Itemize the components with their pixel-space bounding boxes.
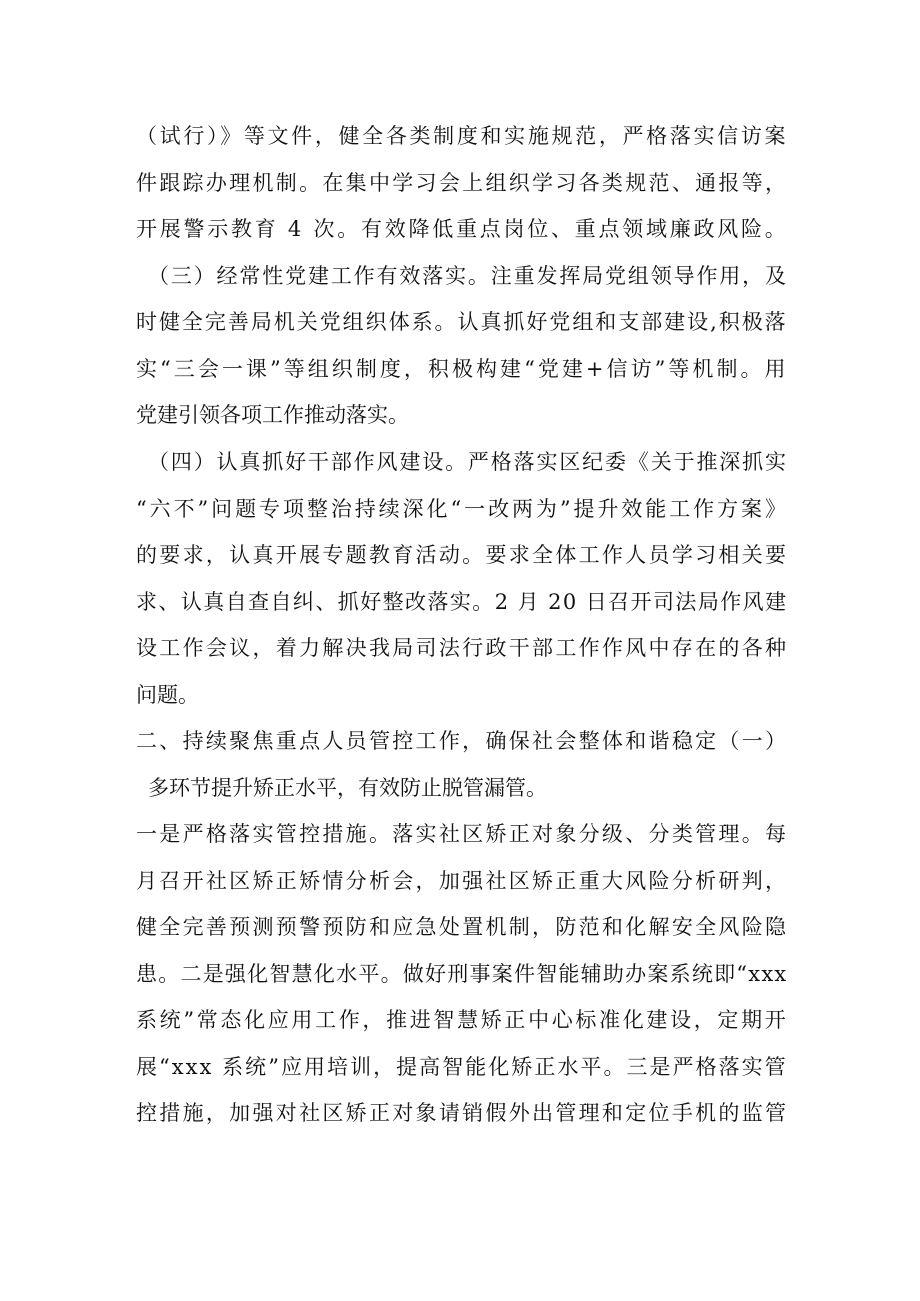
- text-line: 健全完善预测预警预防和应急处置机制，防范和化解安全风险隐: [136, 915, 789, 939]
- text-line: （四）认真抓好干部作风建设。严格落实区纪委《关于推深抓实: [148, 450, 788, 474]
- text-line: 系统”常态化应用工作，推进智慧矫正中心标准化建设，定期开: [136, 1008, 789, 1032]
- text-line: 月召开社区矫正矫情分析会，加强社区矫正重大风险分析研判，: [136, 869, 789, 893]
- text-line: 开展警示教育 4 次。有效降低重点岗位、重点领域廉政风险。: [136, 217, 789, 241]
- section-heading-continuation: 多环节提升矫正水平，有效防止脱管漏管。: [148, 776, 547, 800]
- text-line: 控措施，加强对社区矫正对象请销假外出管理和定位手机的监管: [136, 1101, 789, 1125]
- text-line: （试行）》等文件，健全各类制度和实施规范，严格落实信访案: [136, 124, 789, 148]
- text-line: 问题。: [136, 683, 199, 707]
- text-line: 党建引领各项工作推动落实。: [136, 403, 409, 427]
- text-line: 展“xxx 系统”应用培训，提高智能化矫正水平。三是严格落实管: [136, 1055, 788, 1079]
- text-line: 求、认真自查自纠、抓好整改落实。2 月 20 日召开司法局作风建: [136, 590, 788, 614]
- text-line: 时健全完善局机关党组织体系。认真抓好党组和支部建设,积极落: [136, 310, 788, 334]
- text-line: 患。二是强化智慧化水平。做好刑事案件智能辅助办案系统即“xxx: [136, 962, 788, 986]
- text-line: 的要求，认真开展专题教育活动。要求全体工作人员学习相关要: [136, 543, 789, 567]
- section-heading: 二、持续聚焦重点人员管控工作，确保社会整体和谐稳定（一）: [136, 729, 789, 753]
- text-line: 件跟踪办理机制。在集中学习会上组织学习各类规范、通报等，: [136, 171, 789, 195]
- text-line: 实“三会一课”等组织制度，积极构建“党建+信访”等机制。用: [136, 357, 789, 381]
- text-line: 一是严格落实管控措施。落实社区矫正对象分级、分类管理。每: [136, 822, 789, 846]
- text-line: “六不”问题专项整治持续深化“一改两为”提升效能工作方案》: [136, 497, 789, 521]
- text-line: 设工作会议，着力解决我局司法行政干部工作作风中存在的各种: [136, 636, 789, 660]
- text-line: （三）经常性党建工作有效落实。注重发挥局党组领导作用，及: [148, 264, 788, 288]
